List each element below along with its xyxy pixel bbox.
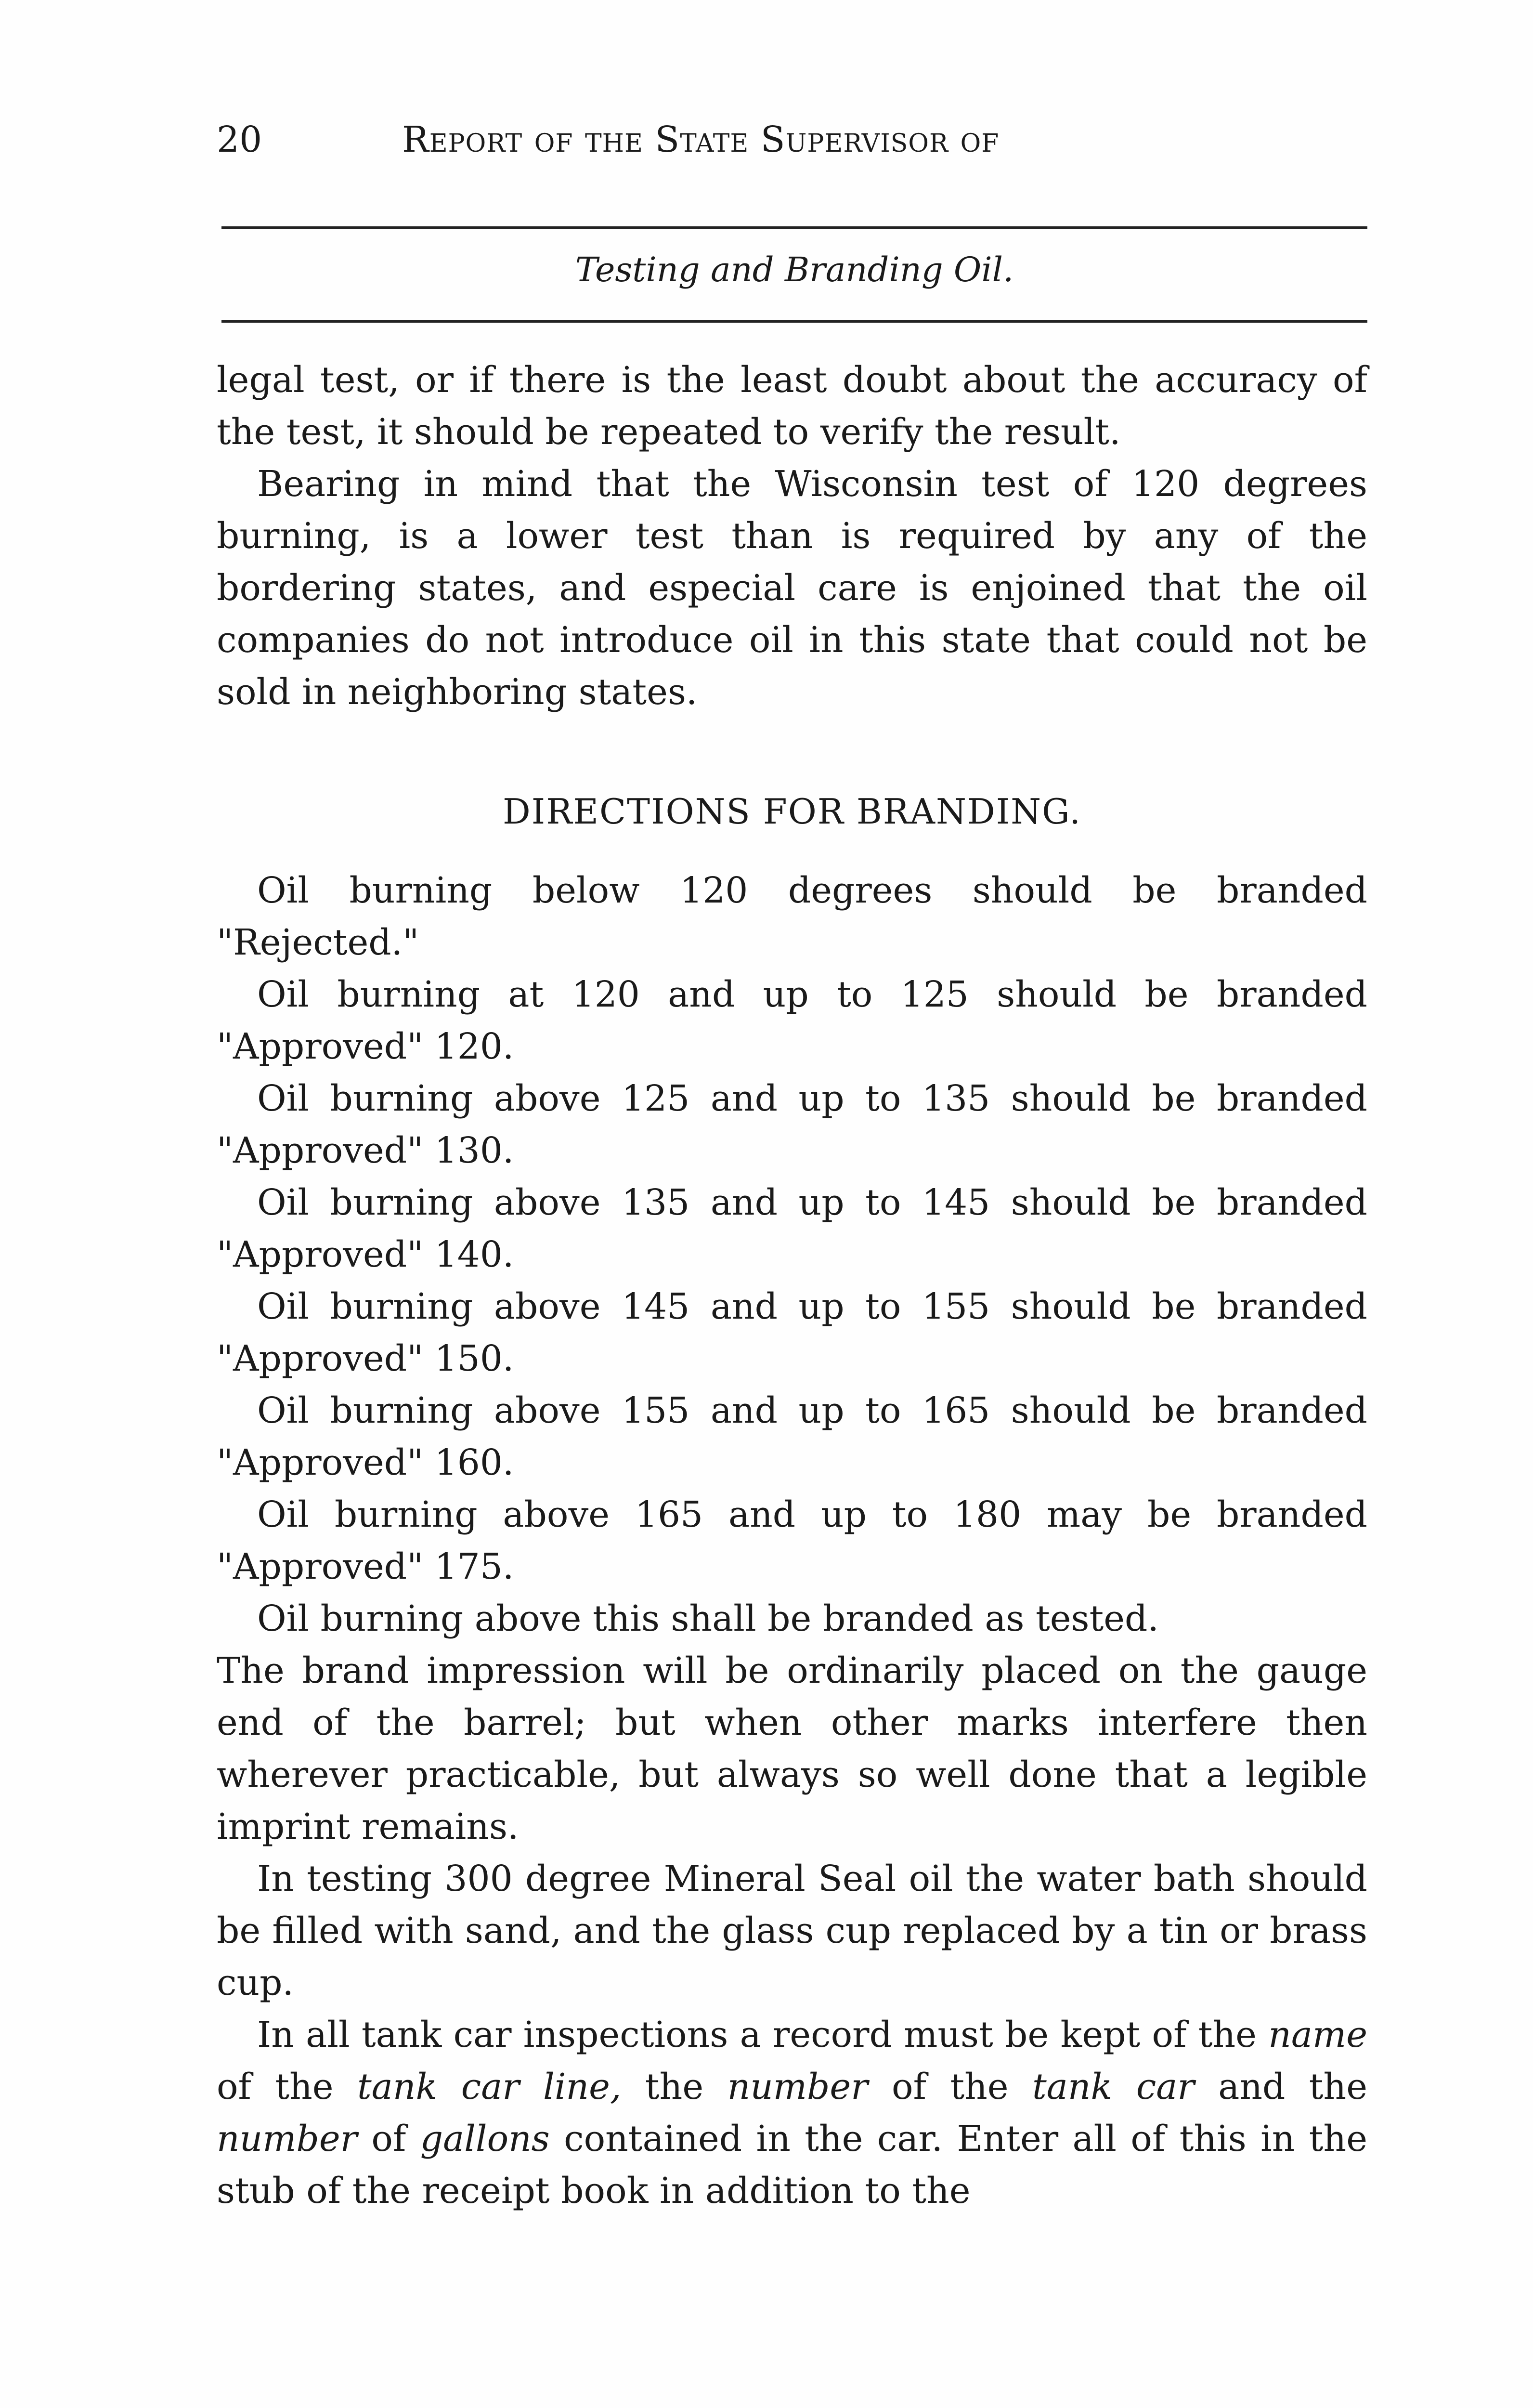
tank-car-emphasis-gallons: gallons [420,2118,550,2159]
tank-car-emphasis-number: number [727,2066,868,2107]
paragraph-wisconsin-test: Bearing in mind that the Wisconsin test of 120 degrees burning, is a lower test than is required by any of the bordering states, and especial care is enjoined that the oil companies do not introduce oil in this state that could not be sold in neighboring states. [217,463,1367,713]
page-subtitle: Testing and Branding Oil. [575,250,1014,289]
header-rule-top [221,226,1367,229]
branding-rule-130: Oil burning above 125 and up to 135 should be branded "Approved" 130. [217,1078,1367,1171]
branding-rule-120: Oil burning at 120 and up to 125 should be branded "Approved" 120. [217,974,1367,1067]
tank-car-text-2: of the [217,2066,358,2107]
branding-text-block [217,864,1367,2217]
tank-car-text-1: In all tank car inspections a record must be kept of the [257,2014,1269,2055]
intro-text-block [217,354,1367,718]
tank-car-text-5: and the [1194,2066,1367,2107]
section-heading: DIRECTIONS FOR BRANDING. [503,791,1081,832]
paragraph-tank-car [217,2009,1367,2217]
tank-car-text-3: the [621,2066,728,2107]
header-rule-bottom [221,320,1367,323]
branding-rule-150: Oil burning above 145 and up to 155 should be branded "Approved" 150. [217,1286,1367,1379]
tank-car-emphasis-line: tank car line, [357,2066,622,2107]
branding-rule-160: Oil burning above 155 and up to 165 should be branded "Approved" 160. [217,1390,1367,1483]
paragraph-brand-impression: The brand impression will be ordinarily placed on the gauge end of the barrel; but when other marks interfere then wherever practicable, but always so well done that a legible imprint remains. [217,1650,1367,1847]
paragraph-legal-test: legal test, or if there is the least doubt about the accuracy of the test, it should be repeated to verify the result. [217,359,1367,453]
tank-car-text-6: of [357,2118,420,2159]
branding-rule-175: Oil burning above 165 and up to 180 may be branded "Approved" 175. [217,1494,1367,1587]
tank-car-emphasis-tank-car: tank car [1032,2066,1195,2107]
tank-car-text-4: of the [868,2066,1033,2107]
branding-rule-rejected: Oil burning below 120 degrees should be branded "Rejected." [217,870,1367,963]
paragraph-mineral-seal: In testing 300 degree Mineral Seal oil the water bath should be filled with sand, and the glass cup replaced by a tin or brass cup. [217,1858,1367,2003]
branding-rule-above: Oil burning above this shall be branded as tested. [257,1598,1159,1639]
tank-car-emphasis-name: name [1268,2014,1367,2055]
tank-car-emphasis-number-2: number [217,2118,358,2159]
page-header [217,118,1367,161]
page-number: 20 [217,119,262,160]
branding-rule-140: Oil burning above 135 and up to 145 should be branded "Approved" 140. [217,1182,1367,1275]
tank-car-text-7: contained in the car. Enter all of this in the stub of the receipt book in addition to the [217,2118,1367,2212]
running-title: Report of the State Supervisor of [402,119,1000,160]
